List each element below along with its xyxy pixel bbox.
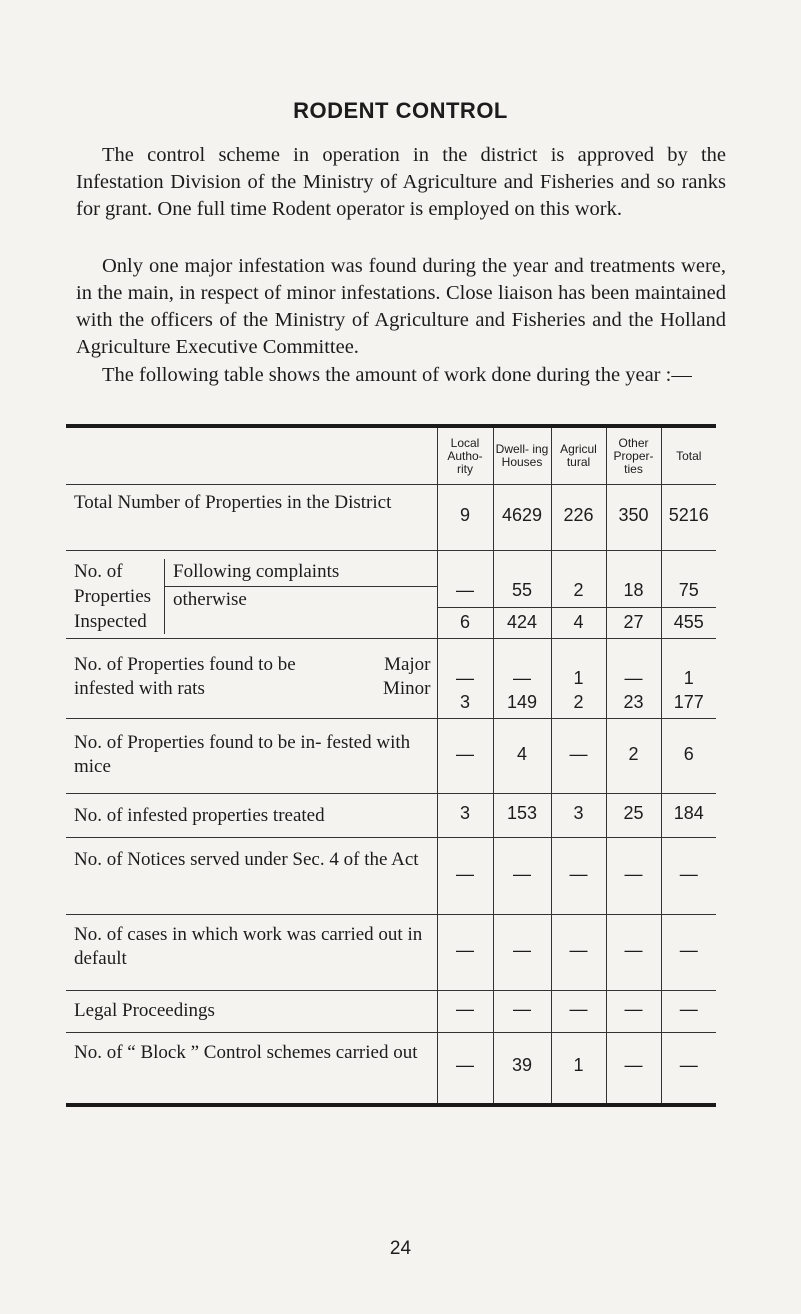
major-label: Major (384, 654, 431, 675)
cell-value: 4 (573, 612, 584, 632)
cell-value: — (493, 915, 551, 991)
row-label-block: No. of “ Block ” Control schemes carried out (66, 1033, 437, 1105)
cell-value: 4 (493, 719, 551, 794)
cell-value: 6 (661, 719, 716, 794)
cell-value: 177 (673, 692, 704, 712)
cell-rats-total (661, 639, 716, 719)
header-other-properties: Other Proper- ties (606, 426, 661, 485)
table-row (66, 915, 716, 991)
cell-value: 226 (551, 485, 606, 551)
row-label-total-properties: Total Number of Properties in the District (66, 485, 437, 551)
cell-value: 424 (506, 612, 538, 632)
paragraph-infestation: Only one major infestation was found during the year and treatments were, in the main, in respect of minor infestations. Close liaison has been maintained with the officers of the Ministry of Agriculture and Fisheries and the Holland Agriculture Executive Committee. (76, 255, 726, 358)
cell-value: 5216 (661, 485, 716, 551)
cell-inspected-dwelling (493, 551, 551, 639)
cell-value: — (437, 719, 493, 794)
cell-value: — (438, 555, 493, 608)
cell-value: — (606, 915, 661, 991)
complaints-label: Following complaints (173, 561, 340, 582)
row-label-rats (66, 639, 437, 719)
inspected-sub-labels (164, 559, 431, 634)
cell-value: — (551, 838, 606, 915)
cell-rats-agricultural (551, 639, 606, 719)
cell-rats-dwelling (493, 639, 551, 719)
cell-value: 2 (606, 719, 661, 794)
table-row (66, 485, 716, 551)
cell-value: 1 (573, 668, 584, 688)
row-label-default: No. of cases in which work was carried out in default (66, 915, 437, 991)
cell-rats-local (437, 639, 493, 719)
cell-value: 1 (551, 1033, 606, 1105)
cell-value: 23 (623, 692, 644, 712)
cell-value: 55 (494, 555, 551, 608)
cell-value: — (437, 915, 493, 991)
header-total: Total (661, 426, 716, 485)
cell-value: — (437, 991, 493, 1033)
cell-value: — (661, 991, 716, 1033)
row-label-notices: No. of Notices served under Sec. 4 of the Act (66, 838, 437, 915)
paragraph-table-intro: The following table shows the amount of work done during the year :— (102, 364, 692, 386)
header-local-authority: Local Autho- rity (437, 426, 493, 485)
minor-label: Minor (383, 678, 431, 699)
cell-value: 149 (506, 692, 538, 712)
cell-value: 455 (673, 612, 704, 632)
cell-value: — (661, 915, 716, 991)
cell-value: 3 (551, 794, 606, 838)
rats-label-wrap (74, 653, 431, 701)
header-agricultural: Agricul tural (551, 426, 606, 485)
cell-value: 6 (459, 612, 470, 632)
table-row (66, 991, 716, 1033)
row-label-mice: No. of Properties found to be in- fested with mice (66, 719, 437, 794)
cell-rats-other (606, 639, 661, 719)
header-blank-cell (66, 426, 437, 485)
cell-value: 39 (493, 1033, 551, 1105)
rats-label: No. of Properties found to be infested with rats (74, 654, 296, 699)
cell-value: 2 (552, 555, 606, 608)
cell-value: — (661, 838, 716, 915)
otherwise-label: otherwise (165, 586, 437, 612)
cell-value: — (551, 719, 606, 794)
cell-value: — (551, 915, 606, 991)
rats-severity-labels (383, 653, 431, 701)
row-label-inspected (66, 551, 437, 639)
cell-value: 75 (662, 555, 717, 608)
cell-value: — (437, 838, 493, 915)
table-row (66, 1033, 716, 1105)
table-row (66, 719, 716, 794)
inspected-group-label: No. of Properties Inspected (74, 561, 152, 632)
cell-inspected-agricultural (551, 551, 606, 639)
cell-value: — (493, 838, 551, 915)
cell-value: — (606, 1033, 661, 1105)
cell-inspected-other (606, 551, 661, 639)
cell-value: 1 (683, 668, 694, 688)
table-row (66, 794, 716, 838)
cell-value: — (661, 1033, 716, 1105)
cell-value: — (437, 1033, 493, 1105)
page-number: 24 (389, 1238, 412, 1259)
table-row (66, 551, 716, 639)
cell-value: — (456, 668, 474, 688)
cell-value: — (606, 991, 661, 1033)
cell-value: 153 (493, 794, 551, 838)
cell-value: — (606, 838, 661, 915)
cell-value: — (551, 991, 606, 1033)
cell-value: 3 (437, 794, 493, 838)
cell-value: 27 (623, 612, 644, 632)
cell-value: 18 (607, 555, 661, 608)
cell-value: 2 (573, 692, 584, 712)
cell-inspected-total (661, 551, 716, 639)
cell-value: — (624, 668, 643, 688)
cell-value: 9 (437, 485, 493, 551)
table-row (66, 639, 716, 719)
row-label-legal: Legal Proceedings (66, 991, 437, 1033)
table-header-row (66, 426, 716, 485)
header-dwelling-houses: Dwell- ing Houses (493, 426, 551, 485)
table-row (66, 838, 716, 915)
cell-inspected-local (437, 551, 493, 639)
cell-value: 3 (459, 692, 470, 712)
cell-value: 4629 (493, 485, 551, 551)
cell-value: 184 (661, 794, 716, 838)
page-heading: RODENT CONTROL (293, 98, 508, 123)
cell-value: — (493, 991, 551, 1033)
rodent-control-table (66, 424, 716, 1107)
paragraph-scheme: The control scheme in operation in the district is approved by the Infestation Division of the Ministry of Agriculture and Fisheries and so ranks for grant. One full time Rodent operator is employed on this work. (76, 144, 726, 220)
cell-value: 350 (606, 485, 661, 551)
cell-value: 25 (606, 794, 661, 838)
row-label-treated: No. of infested properties treated (66, 794, 437, 838)
cell-value: — (513, 668, 531, 688)
